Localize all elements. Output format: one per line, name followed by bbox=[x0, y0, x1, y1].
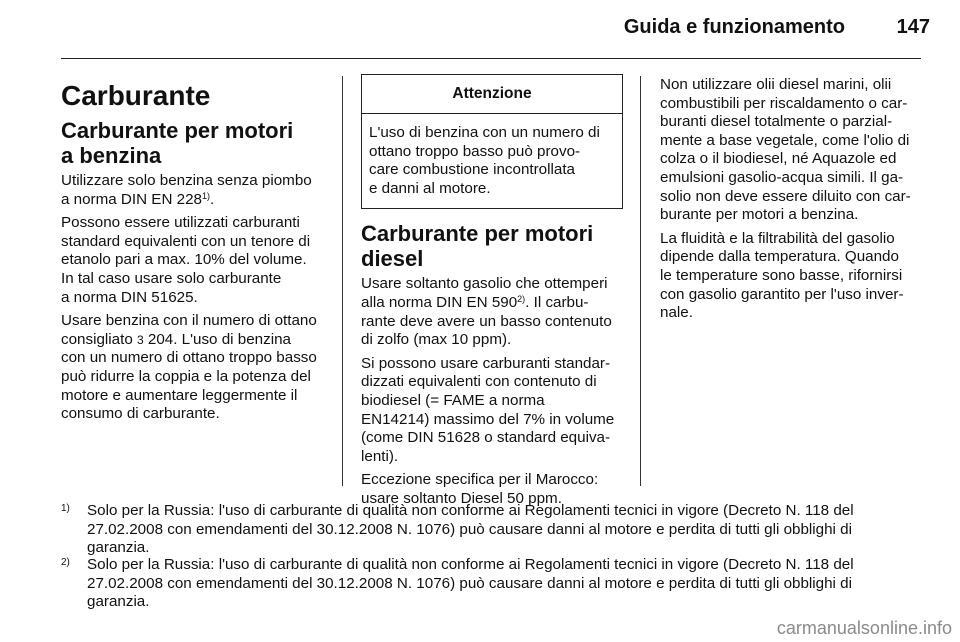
text-line: Non utilizzare olii diesel marini, olii bbox=[660, 76, 892, 93]
text-line: dizzati equivalenti con contenuto di bbox=[361, 373, 597, 391]
text-line: le temperature sono basse, rifornirsi bbox=[660, 266, 903, 284]
text-fragment: 204. L'uso di benzina bbox=[143, 330, 291, 348]
paragraph bbox=[61, 214, 325, 307]
text-line: solio non deve essere diluito con car- bbox=[660, 187, 911, 205]
paragraph bbox=[361, 275, 623, 349]
text-line: garanzia. bbox=[87, 539, 150, 557]
text-fragment: consigliato bbox=[61, 330, 137, 348]
text-fragment: alla norma DIN EN 590 bbox=[361, 293, 518, 311]
paragraph bbox=[660, 76, 924, 225]
text-line: dipende dalla temperatura. Quando bbox=[660, 248, 899, 266]
subheading-line: a benzina bbox=[61, 143, 162, 168]
text-line: care combustione incontrollata bbox=[369, 161, 575, 179]
page-header-title: Guida e funzionamento bbox=[623, 16, 845, 38]
text-line: Solo per la Russia: l'uso di carburante di qualità non conforme ai Regolamenti tecnici in vigore (Decreto N. 118 del bbox=[87, 502, 854, 519]
text-line: emulsioni gasolio-acqua simili. Il ga- bbox=[660, 168, 904, 186]
footnote-number: 1) bbox=[61, 503, 70, 514]
paragraph bbox=[61, 312, 325, 424]
text-line: garanzia. bbox=[87, 593, 150, 611]
text-line: biodiesel (= FAME a norma bbox=[361, 391, 545, 409]
text-fragment: . bbox=[209, 190, 215, 208]
text-line: e danni al motore. bbox=[369, 179, 491, 197]
column-1 bbox=[61, 74, 325, 429]
text-line: buranti diesel totalmente o parzial- bbox=[660, 113, 893, 131]
footnote-number: 2) bbox=[61, 557, 70, 568]
text-fragment: a norma DIN EN 228 bbox=[61, 190, 202, 208]
column-divider bbox=[342, 76, 343, 486]
page-number: 147 bbox=[896, 16, 930, 38]
text-line: Utilizzare solo benzina senza piombo bbox=[61, 172, 312, 189]
text-line: colza o il biodiesel, né Aquazole ed bbox=[660, 150, 897, 168]
text-line: La fluidità e la filtrabilità del gasolio bbox=[660, 229, 895, 247]
text-line bbox=[61, 331, 325, 350]
text-line: con un numero di ottano troppo basso bbox=[61, 349, 317, 367]
warning-body bbox=[362, 114, 622, 208]
paragraph bbox=[61, 172, 325, 209]
text-line: con gasolio garantito per l'uso inver- bbox=[660, 285, 904, 303]
text-line: In tal caso usare solo carburante bbox=[61, 269, 282, 287]
footnote-text bbox=[87, 556, 927, 612]
subheading-diesel bbox=[361, 221, 623, 271]
text-line: (come DIN 51628 o standard equiva- bbox=[361, 429, 611, 447]
text-line: motore e aumentare leggermente il bbox=[61, 386, 298, 404]
text-line: standard equivalenti con un tenore di bbox=[61, 232, 311, 250]
warning-box bbox=[361, 74, 623, 209]
warning-title: Attenzione bbox=[362, 75, 622, 114]
page-reference-arrow-icon[interactable]: 3 bbox=[136, 332, 144, 347]
text-line: a norma DIN 51625. bbox=[61, 288, 198, 306]
text-line: rante deve avere un basso contenuto bbox=[361, 312, 612, 330]
subheading-line: diesel bbox=[361, 246, 424, 272]
text-line: nale. bbox=[660, 304, 693, 322]
text-line: Eccezione specifica per il Marocco: bbox=[361, 471, 599, 489]
column-divider bbox=[640, 76, 641, 486]
footnote-ref-1[interactable]: 1) bbox=[201, 190, 210, 201]
footnote-text bbox=[87, 502, 927, 558]
header-rule bbox=[61, 58, 921, 59]
footnote-ref-2[interactable]: 2) bbox=[517, 293, 526, 304]
text-line: 27.02.2008 con emendamenti del 30.12.2008 N. 1076) può causare danni al motore e perdita di tutti gli obblighi di bbox=[87, 520, 852, 538]
text-line: 27.02.2008 con emendamenti del 30.12.2008 N. 1076) può causare danni al motore e perdita di tutti gli obblighi di bbox=[87, 574, 852, 592]
paragraph bbox=[660, 230, 924, 323]
subheading-line: Carburante per motori bbox=[361, 221, 594, 247]
subheading-petrol bbox=[61, 118, 325, 168]
text-line: Usare soltanto gasolio che ottemperi bbox=[361, 275, 608, 293]
text-fragment: . Il carbu- bbox=[525, 293, 589, 311]
text-line: etanolo pari a max. 10% del volume. bbox=[61, 251, 307, 269]
text-line: burante per motori a benzina. bbox=[660, 206, 859, 224]
text-line: ottano troppo basso può provo- bbox=[369, 142, 581, 160]
text-line: Si possono usare carburanti standar- bbox=[361, 354, 611, 372]
text-line: Solo per la Russia: l'uso di carburante di qualità non conforme ai Regolamenti tecnici in vigore (Decreto N. 118 del bbox=[87, 556, 854, 573]
text-line: può ridurre la coppia e la potenza del bbox=[61, 367, 311, 385]
text-line: EN14214) massimo del 7% in volume bbox=[361, 410, 615, 428]
column-3 bbox=[660, 76, 924, 328]
text-line: Usare benzina con il numero di ottano bbox=[61, 312, 317, 330]
text-line bbox=[61, 191, 325, 210]
text-line: lenti). bbox=[361, 447, 399, 465]
text-line: combustibili per riscaldamento o car- bbox=[660, 94, 908, 112]
text-line bbox=[361, 294, 623, 313]
text-line: usare soltanto Diesel 50 ppm. bbox=[361, 489, 562, 507]
text-line: di zolfo (max 10 ppm). bbox=[361, 331, 512, 349]
watermark: carmanualsonline.info bbox=[776, 618, 952, 638]
text-line: mente a base vegetale, come l'olio di bbox=[660, 131, 910, 149]
text-line: Possono essere utilizzati carburanti bbox=[61, 214, 300, 232]
column-2 bbox=[361, 74, 623, 514]
text-line: L'uso di benzina con un numero di bbox=[369, 124, 600, 141]
paragraph bbox=[361, 355, 623, 467]
subheading-line: Carburante per motori bbox=[61, 118, 294, 143]
section-heading: Carburante bbox=[61, 80, 211, 111]
text-line: consumo di carburante. bbox=[61, 405, 220, 423]
